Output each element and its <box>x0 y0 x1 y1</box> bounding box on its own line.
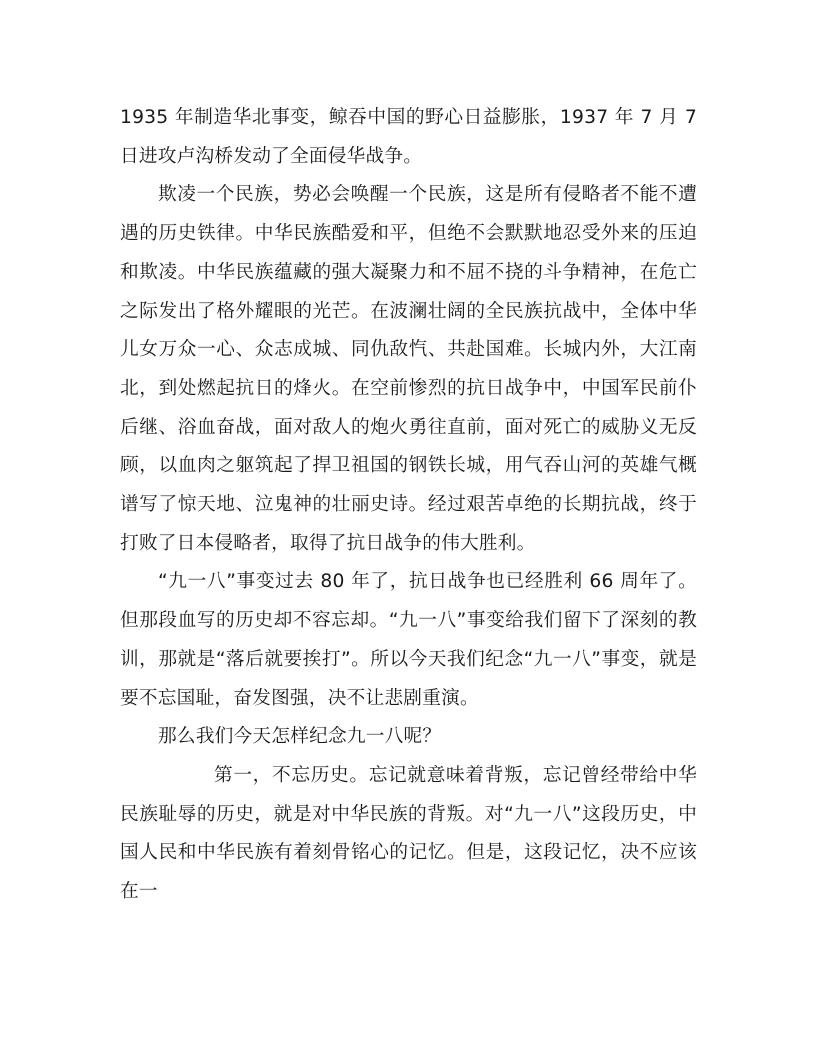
paragraph-1: 1935 年制造华北事变，鲸吞中国的野心日益膨胀，1937 年 7 月 7 日进攻卢沟桥发动了全面侵华战争。 <box>120 107 697 167</box>
paragraph-3: “九一八”事变过去 80 年了，抗日战争也已经胜利 66 周年了。但那段血写的历史却不容忘却。“九一八”事变给我们留下了深刻的教训，那就是“落后就要挨打”。所以今天我们纪念“九一八”事变，就是要不忘国耻，奋发图强，决不让悲剧重演。 <box>120 571 697 709</box>
paragraph-2: 欺凌一个民族，势必会唤醒一个民族，这是所有侵略者不能不遭遇的历史铁律。中华民族酷爱和平，但绝不会默默地忍受外来的压迫和欺凌。中华民族蕴藏的强大凝聚力和不屈不挠的斗争精神，在危亡之际发出了格外耀眼的光芒。在波澜壮阔的全民族抗战中，全体中华儿女万众一心、众志成城、同仇敌忾、共赴国难。长城内外，大江南北，到处燃起抗日的烽火。在空前惨烈的抗日战争中，中国军民前仆后继、浴血奋战，面对敌人的炮火勇往直前，面对死亡的威胁义无反顾，以血肉之躯筑起了捍卫祖国的钢铁长城，用气吞山河的英雄气概谱写了惊天地、泣鬼神的壮丽史诗。经过艰苦卓绝的长期抗战，终于打败了日本侵略者，取得了抗日战争的伟大胜利。 <box>120 184 697 554</box>
paragraph-4: 那么我们今天怎样纪念九一八呢？ <box>158 726 442 748</box>
paragraph-5: 第一，不忘历史。忘记就意味着背叛，忘记曾经带给中华民族耻辱的历史，就是对中华民族的背叛。对“九一八”这段历史，中国人民和中华民族有着刻骨铭心的记忆。但是，这段记忆，决不应该在一 <box>120 764 697 903</box>
document-body <box>120 99 697 912</box>
